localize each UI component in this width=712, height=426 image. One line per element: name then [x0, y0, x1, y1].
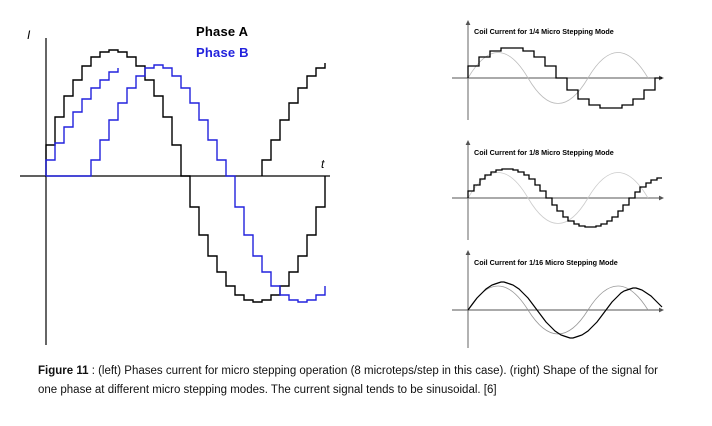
mini-plot-title-0: Coil Current for 1/4 Micro Stepping Mode — [474, 27, 614, 36]
figure-caption — [38, 362, 668, 400]
phase-b-waveform-head — [46, 68, 118, 176]
phase-b-waveform — [46, 65, 325, 302]
mini-plot-title-1: Coil Current for 1/8 Micro Stepping Mode — [474, 148, 614, 157]
right-plot-panel — [430, 0, 712, 355]
right-plots-svg — [430, 0, 712, 355]
phase-a-waveform-tail — [262, 63, 325, 176]
figure-caption-label: Figure 11 — [38, 365, 89, 377]
mini-plot-title-2: Coil Current for 1/16 Micro Stepping Mode — [474, 258, 618, 267]
legend-phase-a: Phase A — [196, 24, 249, 39]
legend-phase-b: Phase B — [196, 45, 249, 60]
x-axis-label: t — [321, 157, 325, 171]
figure-caption-text: : (left) Phases current for micro stepping operation (8 microteps/step in this case). (right) Shape of the signal for one phase at different micro stepping modes. The current signal tends to be sinusoidal. [6] — [38, 365, 659, 396]
y-axis-label: I — [27, 28, 31, 42]
